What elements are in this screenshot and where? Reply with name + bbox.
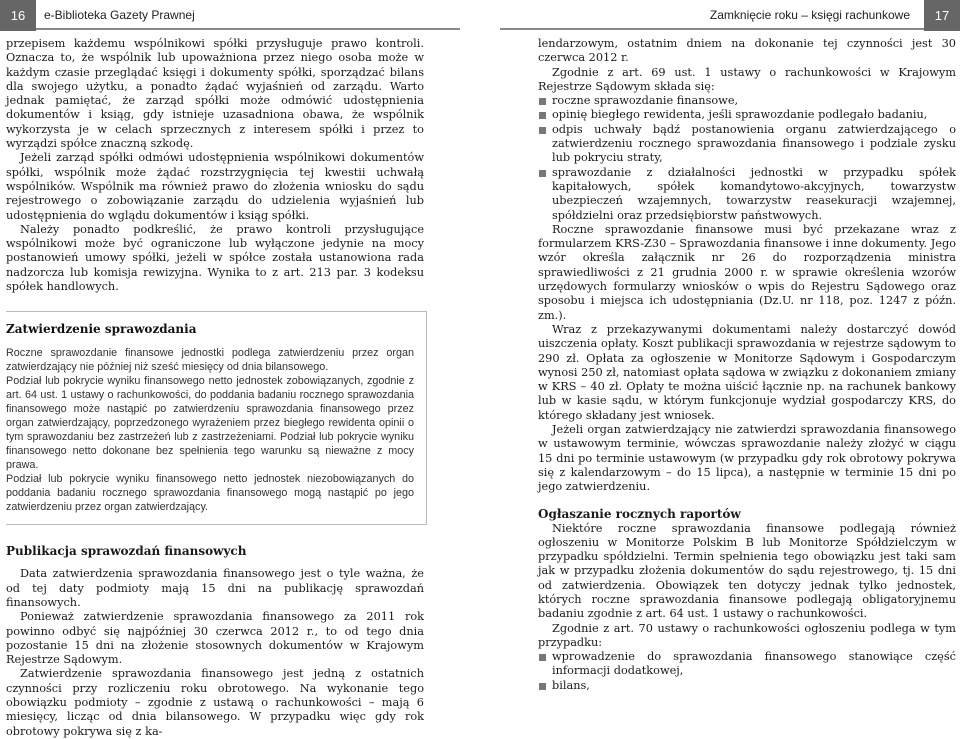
section-title-reports: Ogłaszanie rocznych raportów <box>538 506 741 521</box>
body-paragraph: Zgodnie z art. 69 ust. 1 ustawy o rachunkowości w Krajowym Rejestrze Sądowym składa się: <box>538 65 956 93</box>
body-paragraph: Zgodnie z art. 70 ustawy o rachunkowości ogłoszeniu podlega w tym przypadku: <box>538 621 956 649</box>
list-item: bilans, <box>538 679 956 693</box>
body-paragraph: Niektóre roczne sprawozdania finansowe podlegają również ogłoszeniu w Monitorze Polskim B lub Monitorze Spółdzielczym w przypadku spółdzielni. Termin spełnienia tego obowiązku jest taki sam jak w przypadku złożenia dokumentów do sądu rejestrowego, tj. 15 dni od zatwierdzenia. Obowiązek ten dotyczy jednak tylko jednostek, których roczne sprawozdania finansowe podlegają obligatoryjnemu badaniu zgodnie z art. 64 ust. 1 ustawy o rachunkowości. <box>538 521 956 621</box>
list-item: odpis uchwały bądź postanowienia organu zatwierdzającego o zatwierdzeniu rocznego sprawozdania finansowego i podziale zysku lub pokryciu straty, <box>538 123 956 166</box>
list-item: sprawozdanie z działalności jednostki w przypadku spółek kapitałowych, spółek komandytowo-akcyjnych, towarzystw ubezpieczeń wzajemnych, towarzystw reasekuracji wzajemnej, spółdzielni oraz przedsiębiorstw państwowych. <box>538 166 956 223</box>
body-paragraph: Należy ponadto podkreślić, że prawo kontroli przysługujące wspólnikowi może być ograniczone lub wyłączone jedynie na mocy postanowień umowy spółki, jeżeli w spółce została ustanowiona rada nadzorcza lub komisja rewizyjna. Wynika to z art. 213 par. 3 kodeksu spółek handlowych. <box>6 222 424 294</box>
left-running-title: e-Biblioteka Gazety Prawnej <box>44 8 195 22</box>
list-item: roczne sprawozdanie finansowe, <box>538 94 956 108</box>
body-paragraph: Zatwierdzenie sprawozdania finansowego jest jedną z ostatnich czynności przy rozliczeniu roku obrotowego. Na wykonanie tego obowiązku podmioty – zgodnie z ustawą o rachunkowości – mają 6 miesięcy, licząc od dnia bilansowego. W przypadku więc gdy rok obrotowy pokrywa się z ka- <box>6 667 424 738</box>
body-paragraph: Ponieważ zatwierdzenie sprawozdania finansowego za 2011 rok powinno odbyć się najpóźniej 30 czerwca 2012 r., to od tego dnia pozostanie 15 dni na złożenie stosownych dokumentów w Krajowym Rejestrze Sądowym. <box>6 610 424 667</box>
box-paragraph: Podział lub pokrycie wyniku finansowego netto jednostek zobowiązanych, zgodnie z art. 64 ust. 1 ustawy o rachunkowości, do poddania badaniu rocznego sprawozdania finansowego może nastąpić po zatwierdzeniu sprawozdania finansowego przez organ zatwierdzający, poprzedzonego wyrażeniem przez biegłego rewidenta opinii o tym sprawozdaniu bez zastrzeżeń lub z zastrzeżeniami. Podział lub pokrycie wyniku finansowego netto dokonane bez spełnienia tego warunku są nieważne z mocy prawa. <box>6 375 414 472</box>
box-paragraph: Roczne sprawozdanie finansowe jednostki podlega zatwierdzeniu przez organ zatwierdzający nie później niż sześć miesięcy od dnia bilansowego. <box>6 347 414 374</box>
left-column <box>6 37 424 739</box>
list-item: wprowadzenie do sprawozdania finansowego stanowiące część informacji dodatkowej, <box>538 650 956 679</box>
left-page-number: 16 <box>0 0 36 31</box>
spacer <box>6 525 424 544</box>
section-title-publication: Publikacja sprawozdań finansowych <box>6 544 247 559</box>
body-paragraph: Wraz z przekazywanymi dokumentami należy dostarczyć dowód uiszczenia opłaty. Koszt publikacji sprawozdania w rejestrze sądowym to 290 zł. Opłata za ogłoszenie w Monitorze Sądowym i Gospodarczym wynosi 250 zł, natomiast opłata sądowa w związku z dokonaniem zmiany w KRS – 40 zł. Opłaty te można uiścić łącznie np. na rachunek bankowy lub w kasie sądu, w którym funkcjonuje wydział gospodarczy KRS, do którego składany jest wniosek. <box>538 322 956 422</box>
approval-info-box <box>6 311 427 525</box>
left-header-rule <box>36 28 460 30</box>
right-page-number: 17 <box>924 0 960 31</box>
spacer <box>538 495 956 507</box>
right-column <box>538 37 956 693</box>
announcement-list <box>538 650 956 693</box>
documents-list <box>538 94 956 223</box>
body-paragraph: lendarzowym, ostatnim dniem na dokonanie tej czynności jest 30 czerwca 2012 r. <box>538 37 956 65</box>
body-paragraph: Roczne sprawozdanie finansowe musi być przekazane wraz z formularzem KRS-Z30 – Sprawozdania finansowe i inne dokumenty. Jego wzór określa załącznik nr 26 do rozporządzenia ministra sprawiedliwości z 21 grudnia 2000 r. w sprawie określenia wzorów urzędowych formularzy wniosków o wpis do Rejestru Sądowego oraz sposobu i miejsca ich udostępniania (Dz.U. nr 118, poz. 1247 z późn. zm.). <box>538 222 956 322</box>
right-running-title: Zamknięcie roku – księgi rachunkowe <box>709 8 910 22</box>
list-item: opinię biegłego rewidenta, jeśli sprawozdanie podlegało badaniu, <box>538 108 956 122</box>
right-header-rule <box>500 28 924 30</box>
body-paragraph: Jeżeli zarząd spółki odmówi udostępnienia wspólnikowi dokumentów spółki, wspólnik może żądać rozstrzygnięcia tej kwestii uchwałą wspólników. Wspólnik ma również prawo do złożenia wniosku do sądu rejestrowego o zobowiązanie zarządu do udzielenia wyjaśnień lub udostępnienia do wglądu dokumentów i ksiąg spółki. <box>6 151 424 222</box>
body-paragraph: przepisem każdemu wspólnikowi spółki przysługuje prawo kontroli. Oznacza to, że wspólnik lub upoważniona przez niego osoba może w każdym czasie przeglądać księgi i dokumenty spółki, sporządzać bilans dla swojego użytku, a ponadto żądać wyjaśnień od zarządu. Warto jednak pamiętać, że zarząd spółki może odmówić udostępnienia dokumentów i ksiąg, gdy istnieje uzasadniona obawa, że wspólnik wykorzysta je w celach sprzecznych z interesem spółki i przez to wyrządzi spółce znaczną szkodę. <box>6 37 424 151</box>
body-paragraph: Jeżeli organ zatwierdzający nie zatwierdzi sprawozdania finansowego w ustawowym terminie, wówczas sprawozdanie należy złożyć w ciągu 15 dni po terminie ustawowym (w przypadku gdy rok obrotowy pokrywa się z kalendarzowym – do 15 lipca), a następnie w terminie 15 dni po jego zatwierdzeniu. <box>538 423 956 494</box>
box-title: Zatwierdzenie sprawozdania <box>6 322 197 337</box>
body-paragraph: Data zatwierdzenia sprawozdania finansowego jest o tyle ważna, że od tej daty podmioty mają 15 dni na publikację sprawozdań finansowych. <box>6 567 424 609</box>
box-paragraph: Podział lub pokrycie wyniku finansowego netto jednostek niezobowiązanych do poddania badaniu rocznego sprawozdania finansowego mogą nastąpić po jego zatwierdzeniu przez organ zatwierdzający. <box>6 473 414 514</box>
